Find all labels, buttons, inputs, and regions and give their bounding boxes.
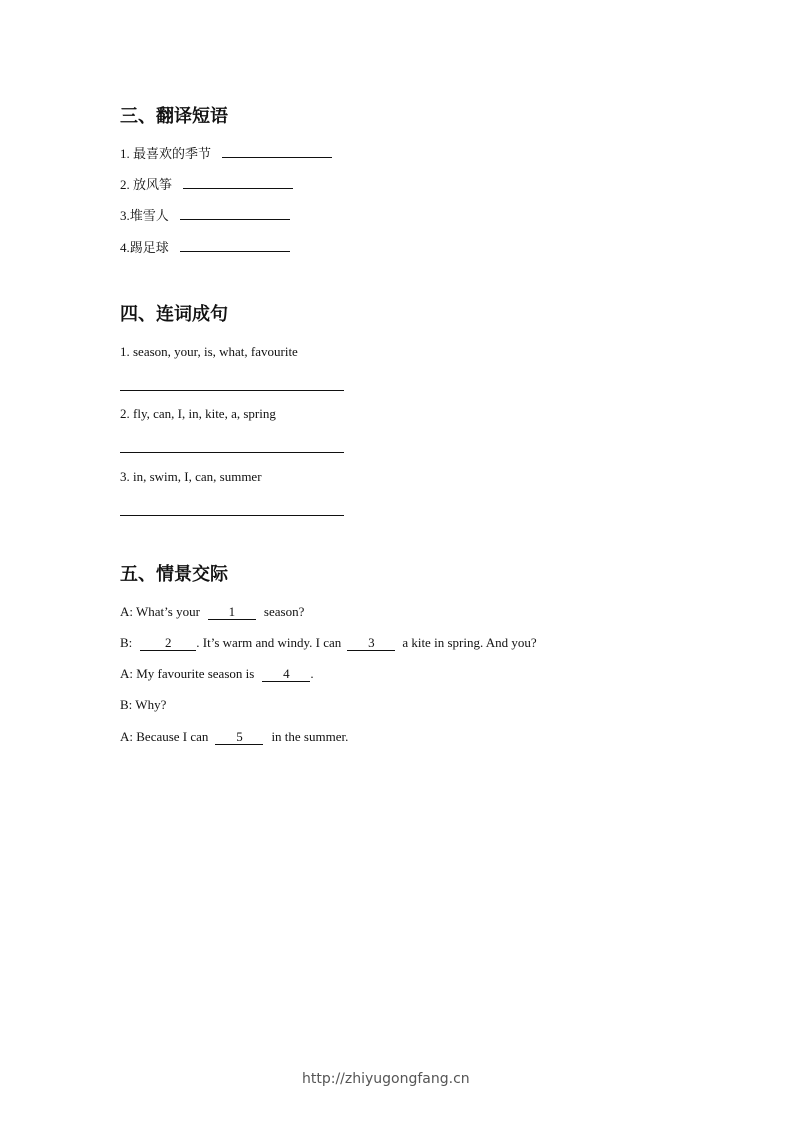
- answer-blank[interactable]: [222, 146, 332, 158]
- blank-number-3[interactable]: 3: [347, 635, 395, 651]
- dialogue-text: A: What’s your: [120, 604, 200, 619]
- sentence-prompt-1: 1. season, your, is, what, favourite: [120, 344, 298, 359]
- phrase-item-4: [120, 239, 290, 257]
- phrase-label: 3.堆雪人: [120, 208, 169, 223]
- answer-line-2[interactable]: [120, 452, 344, 453]
- dialogue-line-1: [120, 603, 304, 621]
- dialogue-text: A: Because I can: [120, 729, 209, 744]
- blank-number-5[interactable]: 5: [215, 729, 263, 745]
- phrase-item-3: [120, 207, 290, 225]
- answer-blank[interactable]: [183, 177, 293, 189]
- dialogue-text: a kite in spring. And you?: [402, 635, 537, 650]
- sentence-prompt-2: 2. fly, can, I, in, kite, a, spring: [120, 406, 276, 421]
- phrase-label: 4.踢足球: [120, 240, 169, 255]
- dialogue-text: .: [310, 666, 314, 681]
- blank-number-2[interactable]: 2: [140, 635, 196, 651]
- phrase-label: 1. 最喜欢的季节: [120, 146, 212, 161]
- dialogue-text: B:: [120, 635, 133, 650]
- blank-number-1[interactable]: 1: [208, 604, 256, 620]
- footer-url[interactable]: http://zhiyugongfang.cn: [302, 1071, 470, 1087]
- phrase-item-1: [120, 145, 332, 163]
- sentence-prompt-3: 3. in, swim, I, can, summer: [120, 469, 262, 484]
- dialogue-line-5: [120, 728, 348, 746]
- answer-blank[interactable]: [180, 208, 290, 220]
- answer-blank[interactable]: [180, 240, 290, 252]
- dialogue-text: season?: [263, 604, 305, 619]
- answer-line-3[interactable]: [120, 515, 344, 516]
- dialogue-line-3: [120, 665, 314, 683]
- dialogue-text: in the summer.: [271, 729, 349, 744]
- dialogue-text: B: Why?: [120, 697, 167, 712]
- answer-line-1[interactable]: [120, 390, 344, 391]
- dialogue-text: A: My favourite season is: [120, 666, 255, 681]
- section-5-title: 五、情景交际: [120, 564, 228, 585]
- dialogue-line-4: [120, 696, 166, 714]
- section-4-title: 四、连词成句: [120, 304, 228, 325]
- dialogue-line-2: [120, 634, 537, 652]
- section-3-title: 三、翻译短语: [120, 106, 228, 127]
- dialogue-text: . It’s warm and windy. I can: [196, 635, 342, 650]
- phrase-item-2: [120, 176, 293, 194]
- phrase-label: 2. 放风筝: [120, 177, 173, 192]
- blank-number-4[interactable]: 4: [262, 666, 310, 682]
